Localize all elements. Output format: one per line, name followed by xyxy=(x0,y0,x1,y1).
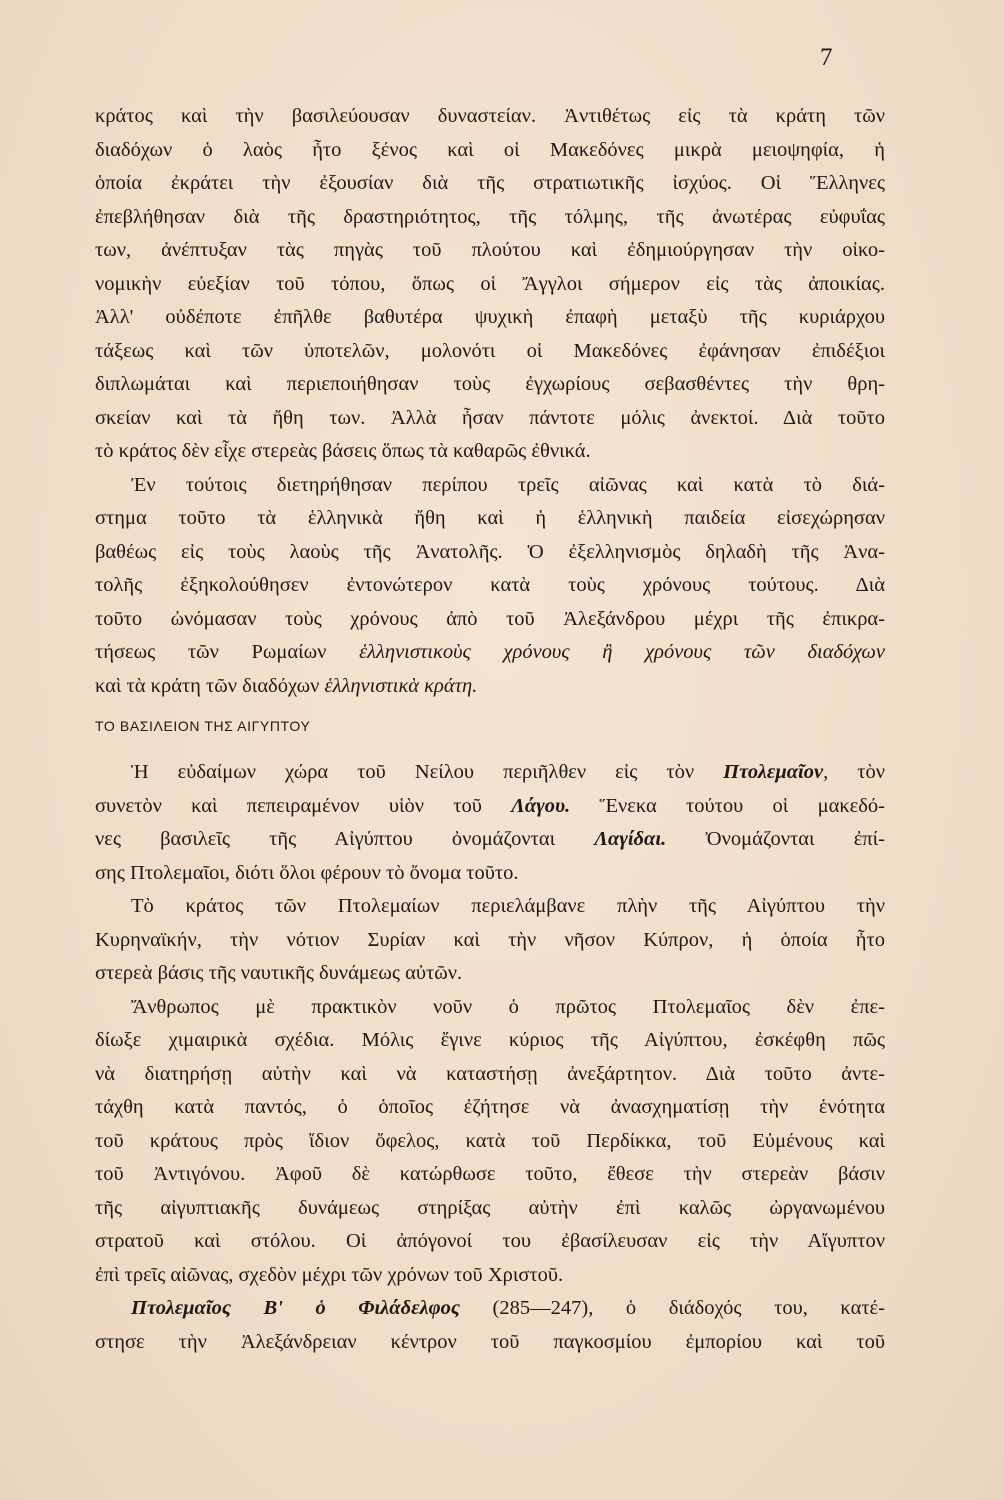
text-line: διαδόχων ὁ λαὸς ἦτο ξένος καὶ οἱ Μακεδόνες μικρὰ μειοψηφία, ἡ xyxy=(95,138,885,161)
text-line: ὁποία ἐκράτει τὴν ἐξουσίαν διὰ τῆς στρατιωτικῆς ἰσχύος. Οἱ Ἕλληνες xyxy=(95,172,885,194)
text-line: τήσεως τῶν Ρωμαίων ἑλληνιστικοὺς χρόνους ἢ χρόνους τῶν διαδόχων xyxy=(95,641,885,663)
text-line: δίωξε χιμαιρικὰ σχέδια. Μόλις ἔγινε κύριος τῆς Αἰγύπτου, ἐσκέφθη πῶς xyxy=(95,1029,885,1051)
text-line: τοῦ Ἀντιγόνου. Ἀφοῦ δὲ κατώρθωσε τοῦτο, ἔθεσε τὴν στερεὰν βάσιν xyxy=(95,1163,885,1185)
text-line: Τὸ κράτος τῶν Πτολεμαίων περιελάμβανε πλὴν τῆς Αἰγύπτου τὴν xyxy=(131,895,885,917)
text-line: στησε τὴν Ἀλεξάνδρειαν κέντρον τοῦ παγκοσμίου ἐμπορίου καὶ τοῦ xyxy=(95,1330,885,1353)
page-number: 7 xyxy=(820,44,833,71)
section-text-2 xyxy=(95,756,885,1359)
text-line: τοῦ κράτους πρὸς ἴδιον ὄφελος, κατὰ τοῦ Περδίκκα, τοῦ Εὐμένους καὶ xyxy=(95,1129,885,1152)
text-line: τάξεως καὶ τῶν ὑποτελῶν, μολονότι οἱ Μακεδόνες ἐφάνησαν ἐπιδέξιοι xyxy=(95,339,885,362)
text-line: Κυρηναϊκήν, τὴν νότιον Συρίαν καὶ τὴν νῆσον Κύπρον, ἡ ὁποία ἦτο xyxy=(95,928,885,951)
text-line: Πτολεμαῖος Β' ὁ Φιλάδελφος (285—247), ὁ διάδοχός του, κατέ- xyxy=(131,1297,885,1319)
text-line: στερεὰ βάσις τῆς ναυτικῆς δυνάμεως αὐτῶν. xyxy=(95,962,463,984)
text-line: συνετὸν καὶ πεπειραμένον υἱὸν τοῦ Λάγου. Ἕνεκα τούτου οἱ μακεδό- xyxy=(95,794,885,817)
text-line: τολῆς ἐξηκολούθησεν ἐντονώτερον κατὰ τοὺς χρόνους τούτους. Διὰ xyxy=(95,574,885,596)
text-line: τῆς αἰγυπτιακῆς δυνάμεως στηρίξας αὐτὴν ἐπὶ καλῶς ὠργανωμένου xyxy=(95,1196,885,1219)
text-line: καὶ τὰ κράτη τῶν διαδόχων ἑλληνιστικὰ κράτη. xyxy=(95,674,478,697)
text-line: τοῦτο ὠνόμασαν τοὺς χρόνους ἀπὸ τοῦ Ἀλεξάνδρου μέχρι τῆς ἐπικρα- xyxy=(95,607,885,630)
text-line: τὸ κράτος δὲν εἶχε στερεὰς βάσεις ὅπως τὰ καθαρῶς ἐθνικά. xyxy=(95,440,591,462)
text-line: σκείαν καὶ τὰ ἤθη των. Ἀλλὰ ἦσαν πάντοτε μόλις ἀνεκτοί. Διὰ τοῦτο xyxy=(95,406,885,429)
section-heading: ΤΟ ΒΑΣΙΛΕΙΟΝ ΤΗΣ ΑΙΓΥΠΤΟΥ xyxy=(95,718,311,734)
text-line: νὰ διατηρήσῃ αὐτὴν καὶ νὰ καταστήσῃ ἀνεξάρτητον. Διὰ τοῦτο ἀντε- xyxy=(95,1062,885,1085)
text-line: στρατοῦ καὶ στόλου. Οἱ ἀπόγονοί του ἐβασίλευσαν εἰς τὴν Αἴγυπτον xyxy=(95,1230,885,1252)
text-line: νομικὴν εὐεξίαν τοῦ τόπου, ὅπως οἱ Ἄγγλοι σήμερον εἰς τὰς ἀποικίας. xyxy=(95,272,885,295)
text-line: κράτος καὶ τὴν βασιλεύουσαν δυναστείαν. Ἀντιθέτως εἰς τὰ κράτη τῶν xyxy=(95,105,885,127)
text-line: Ἄνθρωπος μὲ πρακτικὸν νοῦν ὁ πρῶτος Πτολεμαῖος δὲν ἐπε- xyxy=(131,995,885,1018)
text-line: Ἐν τούτοις διετηρήθησαν περίπου τρεῖς αἰῶνας καὶ κατὰ τὸ διά- xyxy=(131,473,885,496)
text-line: στημα τοῦτο τὰ ἑλληνικὰ ἤθη καὶ ἡ ἑλληνικὴ παιδεία εἰσεχώρησαν xyxy=(95,507,885,529)
text-line: τάχθη κατὰ παντός, ὁ ὁποῖος ἐζήτησε νὰ ἀνασχηματίσῃ τὴν ἑνότητα xyxy=(95,1096,885,1118)
text-line: των, ἀνέπτυξαν τὰς πηγὰς τοῦ πλούτου καὶ ἐδημιούργησαν τὴν οἰκο- xyxy=(95,239,885,261)
text-line: Ἡ εὐδαίμων χώρα τοῦ Νείλου περιῆλθεν εἰς τὸν Πτολεμαῖον, τὸν xyxy=(131,761,885,783)
text-line: ἐπεβλήθησαν διὰ τῆς δραστηριότητος, τῆς τόλμης, τῆς ἀνωτέρας εὐφυΐας xyxy=(95,205,885,228)
text-line: σης Πτολεμαῖοι, διότι ὅλοι φέρουν τὸ ὄνομα τοῦτο. xyxy=(95,861,519,884)
text-line: νες βασιλεῖς τῆς Αἰγύπτου ὀνομάζονται Λαγίδαι. Ὀνομάζονται ἐπί- xyxy=(95,828,885,850)
text-line: διπλωμάται καὶ περιεποιήθησαν τοὺς ἐγχωρίους σεβασθέντες τὴν θρη- xyxy=(95,373,885,395)
text-line: βαθέως εἰς τοὺς λαοὺς τῆς Ἀνατολῆς. Ὁ ἐξελληνισμὸς δηλαδὴ τῆς Ἀνα- xyxy=(95,540,885,563)
text-line: ἐπὶ τρεῖς αἰῶνας, σχεδὸν μέχρι τῶν χρόνων τοῦ Χριστοῦ. xyxy=(95,1263,564,1286)
text-line: Ἀλλ' οὐδέποτε ἐπῆλθε βαθυτέρα ψυχικὴ ἐπαφὴ μεταξὺ τῆς κυριάρχου xyxy=(95,306,885,328)
section-text-1 xyxy=(95,100,885,703)
